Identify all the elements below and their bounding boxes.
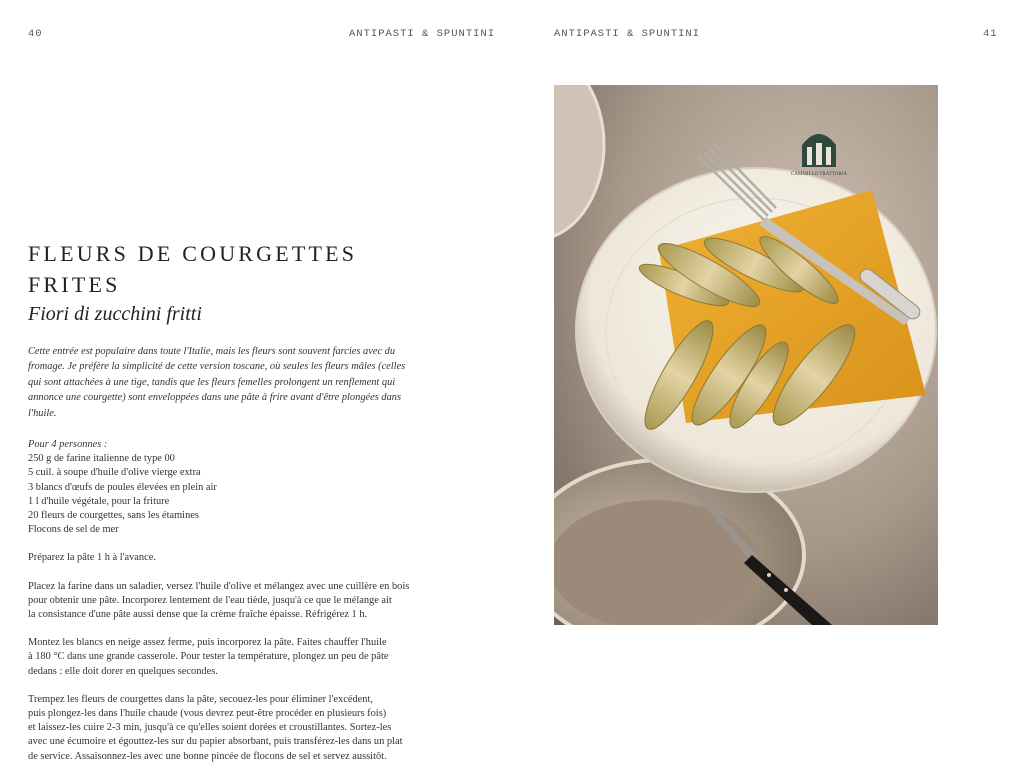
step-line: puis plongez-les dans l'huile chaude (vous devrez peut-être procéder en plusieurs fois) xyxy=(28,708,387,720)
page-number-left: 40 xyxy=(28,28,43,40)
step-line: la consistance d'une pâte aussi dense que la crème fraîche épaisse. Réfrigérez 1 h. xyxy=(28,609,368,621)
step-1 xyxy=(28,551,408,565)
step-3 xyxy=(28,636,408,679)
servings-label: Pour 4 personnes : xyxy=(28,439,108,451)
recipe-title xyxy=(28,238,408,300)
running-head-right: ANTIPASTI & SPUNTINI xyxy=(554,28,701,40)
step-line: Placez la farine dans un saladier, versez l'huile d'olive et mélangez avec une cuillère en bois xyxy=(28,580,410,592)
ingredient-item: Flocons de sel de mer xyxy=(28,524,119,536)
step-line: Montez les blancs en neige assez ferme, puis incorporez la pâte. Faites chauffer l'huile xyxy=(28,637,387,649)
recipe-subtitle: Fiori di zucchini fritti xyxy=(28,303,202,325)
step-line: avec une écumoire et égouttez-les sur du papier absorbant, puis transférez-les dans un plat xyxy=(28,736,403,748)
step-line: Trempez les fleurs de courgettes dans la pâte, secouez-les pour éliminer l'excédent, xyxy=(28,693,373,705)
ingredient-item: 1 l d'huile végétale, pour la friture xyxy=(28,495,170,507)
ingredient-item: 250 g de farine italienne de type 00 xyxy=(28,453,175,465)
running-head-left: ANTIPASTI & SPUNTINI xyxy=(349,28,496,40)
ingredient-item: 5 cuil. à soupe d'huile d'olive vierge extra xyxy=(28,467,201,479)
recipe-column xyxy=(28,238,408,778)
step-line: de service. Assaisonnez-les avec une bonne pincée de flocons de sel et servez aussitôt. xyxy=(28,750,387,762)
step-line: dedans : elle doit dorer en quelques secondes. xyxy=(28,665,218,677)
ingredient-item: 3 blancs d'œufs de poules élevées en plein air xyxy=(28,481,217,493)
step-4 xyxy=(28,693,408,764)
recipe-intro: Cette entrée est populaire dans toute l'Italie, mais les fleurs sont souvent farcies avec du fromage. Je préfère la simplicité de cette version toscane, où seules les fleurs mâles (celles qui sont attachées à une tige, tandis que les fleurs femelles prolongent un renflement qui annonce une courgette) sont enveloppées dans une pâte à frire avant d'être plongées dans l'huile. xyxy=(28,346,406,419)
step-line: à 180 °C dans une grande casserole. Pour tester la température, plongez un peu de pâte xyxy=(28,651,389,663)
page-number-right: 41 xyxy=(983,28,998,40)
plate-logo-text: CAMMILLO TRATTORIA xyxy=(790,172,848,177)
step-2 xyxy=(28,580,408,623)
recipe-photo xyxy=(554,85,938,625)
recipe-title-line-2: FRITES xyxy=(28,272,121,297)
step-line: pour obtenir une pâte. Incorporez lentement de l'eau tiède, jusqu'à ce que le mélange ait xyxy=(28,594,392,606)
step-line: et laissez-les cuire 2-3 min, jusqu'à ce qu'elles soient dorées et croustillantes. Sortez-les xyxy=(28,722,392,734)
ingredient-list xyxy=(28,452,408,537)
step-line: Préparez la pâte 1 h à l'avance. xyxy=(28,552,156,564)
recipe-title-line-1: FLEURS DE COURGETTES xyxy=(28,241,358,266)
ingredient-item: 20 fleurs de courgettes, sans les étamines xyxy=(28,510,199,522)
